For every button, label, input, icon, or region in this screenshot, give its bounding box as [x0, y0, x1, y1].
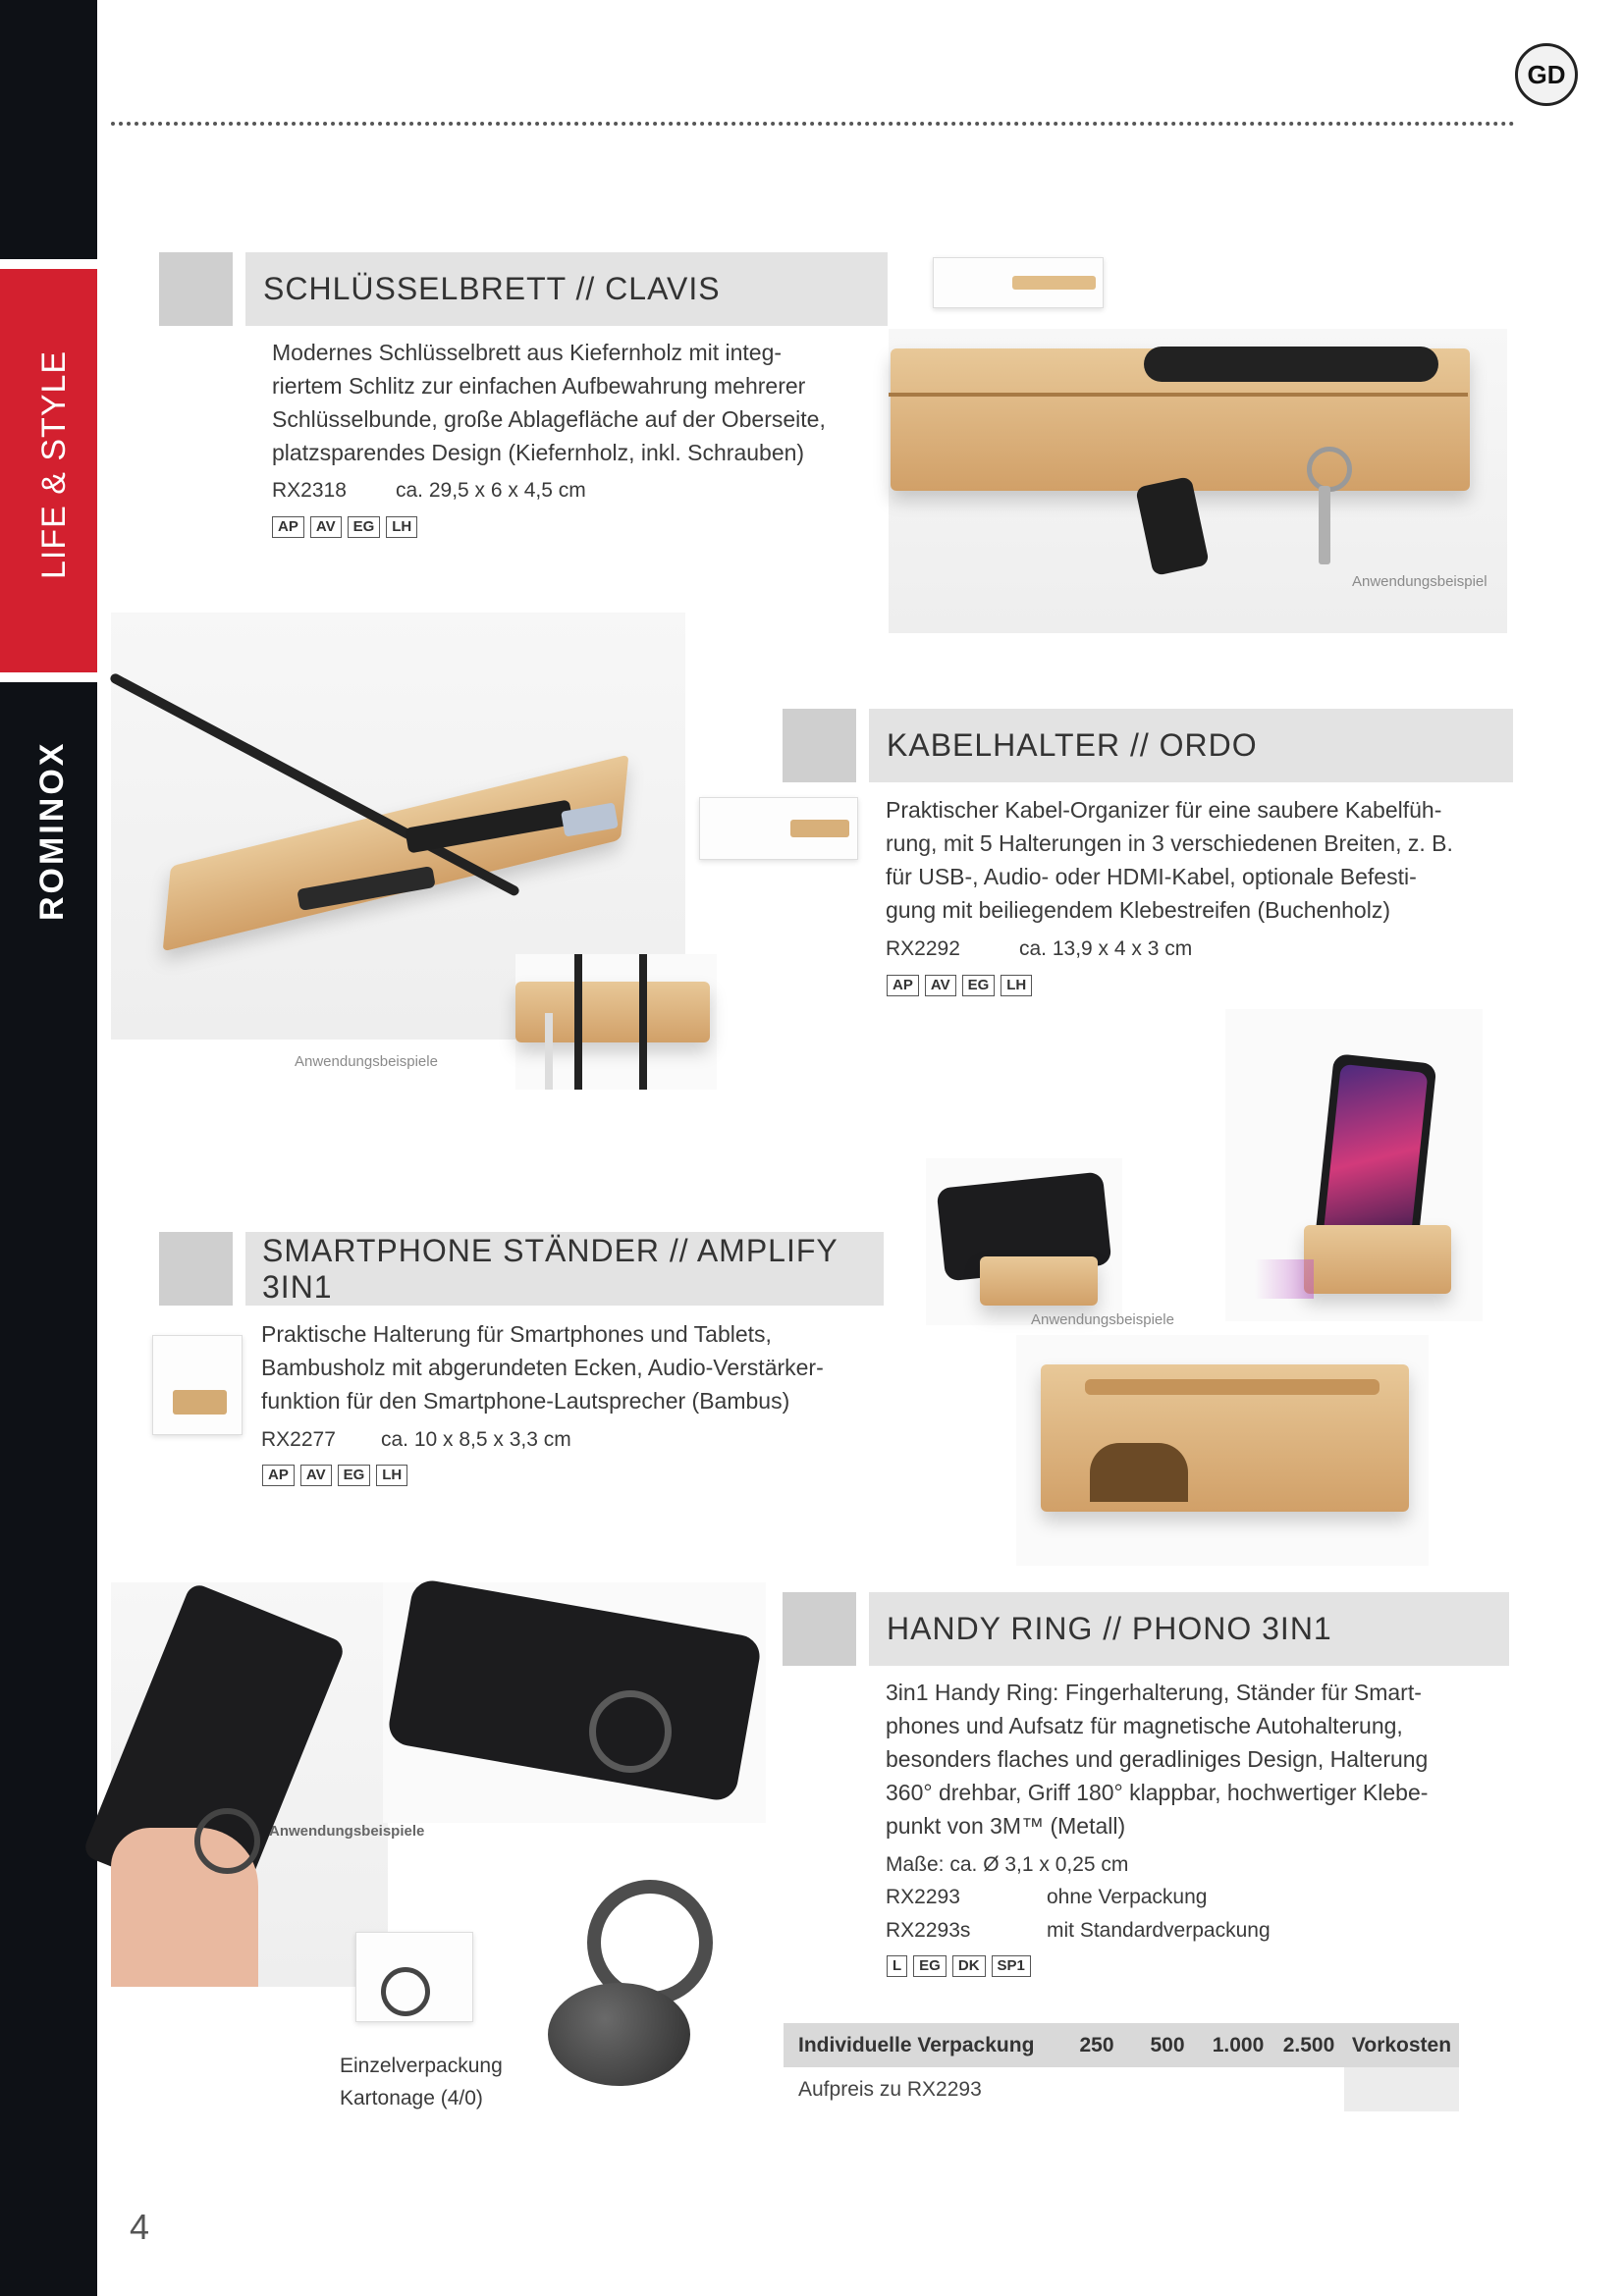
- key: [1319, 486, 1330, 564]
- product-box-image: [699, 797, 858, 860]
- badge: LH: [376, 1465, 407, 1486]
- header-dotted-rule: [111, 122, 1515, 126]
- image-caption: Anwendungsbeispiele: [1031, 1311, 1174, 1328]
- hand-ring-photo: [111, 1582, 388, 1987]
- product-title: KABELHALTER // ORDO: [869, 709, 1513, 782]
- product-box-image: [152, 1335, 243, 1435]
- badge: AV: [310, 516, 342, 538]
- wood-stand: [1304, 1225, 1451, 1294]
- wood-organizer: [163, 755, 629, 952]
- page-number: 4: [130, 2207, 150, 2247]
- product-description: Praktischer Kabel-Organizer für eine saubere Kabelfüh- rung, mit 5 Halterungen in 3 verschiedenen Breiten, z. B. für USB-, Audio- oder HDMI-Kabel, optionale Befesti- gung mit beiliegendem Klebestreifen (Buchenholz): [886, 797, 1453, 923]
- badge: AP: [887, 975, 919, 996]
- product-spec: [886, 937, 1192, 961]
- badge: L: [887, 1955, 907, 1977]
- sidebar-brand-label: ROMINOX: [33, 740, 71, 921]
- price-table-header: [784, 2023, 1459, 2067]
- product-description: 3in1 Handy Ring: Fingerhalterung, Ständer für Smart- phones und Aufsatz für magnetische Autohalterung, besonders flaches und geradliniges Design, Halterung 360° drehbar, Griff 180° klappbar, hochwertiger Klebe- punkt von 3M™ (Metall): [886, 1680, 1429, 1839]
- column-header: Individuelle Verpackung: [798, 2033, 1035, 2056]
- key-fob: [1135, 476, 1210, 576]
- table-cell: Aufpreis zu RX2293: [798, 2077, 982, 2101]
- column-header: 500: [1150, 2033, 1185, 2056]
- table-cell: [1344, 2067, 1459, 2111]
- product-description: Modernes Schlüsselbrett aus Kiefernholz mit integ- riertem Schlitz zur einfachen Aufbewahrung mehrerer Schlüsselbunde, große Ablagefläche auf der Oberseite, platzsparendes Design (Kiefernholz, inkl. Schrauben): [272, 340, 826, 465]
- phone-stand-photo: [926, 1158, 1122, 1325]
- phone-ring-product-photo: [538, 1870, 717, 2096]
- badge-list: [887, 1955, 1031, 1977]
- product-variant: [886, 1919, 1271, 1943]
- phone-ring: [589, 1690, 672, 1773]
- sidebar-divider: [0, 672, 97, 682]
- sidebar-category-label: LIFE & STYLE: [35, 349, 73, 579]
- product-title: SCHLÜSSELBRETT // CLAVIS: [245, 252, 888, 326]
- badge: EG: [348, 516, 381, 538]
- badge: LH: [1001, 975, 1032, 996]
- badge: SP1: [992, 1955, 1031, 1977]
- product-measure: Maße: ca. Ø 3,1 x 0,25 cm: [886, 1853, 1129, 1876]
- product-variant: [886, 1886, 1207, 1909]
- product-size: ca. 10 x 8,5 x 3,3 cm: [381, 1428, 571, 1451]
- column-header: Vorkosten: [1351, 2033, 1452, 2056]
- product-size: ca. 13,9 x 4 x 3 cm: [1019, 937, 1193, 960]
- article-number: RX2293: [886, 1886, 960, 1908]
- packaging-card-image: [355, 1932, 473, 2022]
- image-caption: Anwendungsbeispiel: [1352, 573, 1488, 590]
- article-number: RX2318: [272, 479, 347, 502]
- section-marker: [159, 1232, 233, 1306]
- column-header: 2.500: [1282, 2033, 1335, 2056]
- badge: EG: [962, 975, 996, 996]
- badge: LH: [386, 516, 417, 538]
- price-table: [784, 2023, 1459, 2111]
- phone-ring-stand-photo: [383, 1582, 766, 1823]
- badge-list: [272, 516, 417, 538]
- product-size: ca. 29,5 x 6 x 4,5 cm: [396, 479, 586, 502]
- product-title: SMARTPHONE STÄNDER // AMPLIFY 3IN1: [245, 1232, 884, 1306]
- image-caption: Anwendungsbeispiele: [269, 1823, 425, 1840]
- phone-ring: [194, 1808, 260, 1874]
- article-number: RX2292: [886, 937, 960, 960]
- wood-stand: [980, 1256, 1098, 1306]
- image-caption: Anwendungsbeispiele: [295, 1053, 438, 1070]
- cable-holder-detail-photo: [515, 954, 717, 1090]
- badge: AP: [272, 516, 304, 538]
- product-box-image: [933, 257, 1104, 308]
- badge: AV: [925, 975, 956, 996]
- article-number: RX2277: [261, 1428, 336, 1451]
- packaging-caption: Einzelverpackung Kartonage (4/0): [340, 2055, 503, 2109]
- product-spec: [272, 479, 586, 503]
- sidebar-divider: [0, 259, 97, 269]
- article-number: RX2293s: [886, 1919, 971, 1942]
- section-marker: [159, 252, 233, 326]
- badge: EG: [913, 1955, 947, 1977]
- variant-label: mit Standardverpackung: [1047, 1919, 1271, 1942]
- product-description: Praktische Halterung für Smartphones und Tablets, Bambusholz mit abgerundeten Ecken, Audio-Verstärker- funktion für den Smartphone-Lautsprecher (Bambus): [261, 1321, 824, 1414]
- column-header: 250: [1079, 2033, 1114, 2056]
- badge-list: [262, 1465, 407, 1486]
- badge-list: [887, 975, 1032, 996]
- badge: AV: [300, 1465, 332, 1486]
- product-title: HANDY RING // PHONO 3IN1: [869, 1592, 1509, 1666]
- section-marker: [783, 709, 856, 782]
- variant-label: ohne Verpackung: [1047, 1886, 1208, 1908]
- brand-logo: GD: [1515, 43, 1578, 106]
- key-ring: [1307, 447, 1352, 492]
- smartphone: [386, 1577, 763, 1803]
- badge: AP: [262, 1465, 295, 1486]
- badge: DK: [952, 1955, 986, 1977]
- price-table-row: [784, 2067, 1459, 2111]
- column-header: 1.000: [1212, 2033, 1265, 2056]
- product-spec: [261, 1428, 571, 1452]
- phone-amplifier-photo: [1225, 1009, 1483, 1321]
- badge: EG: [338, 1465, 371, 1486]
- section-marker: [783, 1592, 856, 1666]
- amplify-stand-photo: [1016, 1335, 1429, 1566]
